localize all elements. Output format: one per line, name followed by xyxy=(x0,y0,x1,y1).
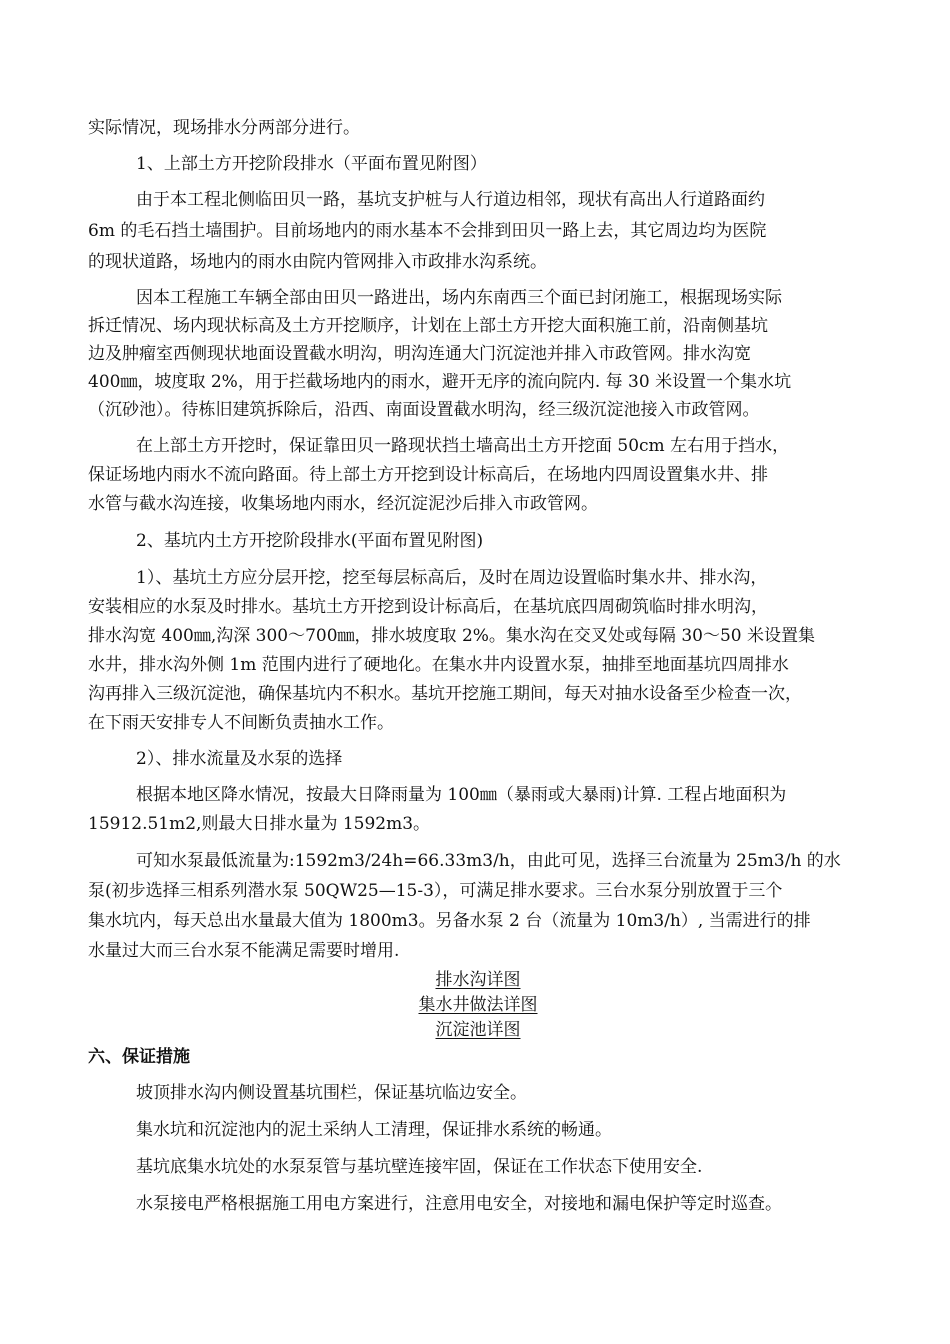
paragraph-line: 泵(初步选择三相系列潜水泵 50QW25—15-3），可满足排水要求。三台水泵分别放置于三个 xyxy=(88,881,783,901)
paragraph-line: 水管与截水沟连接，收集场地内雨水，经沉淀泥沙后排入市政管网。 xyxy=(88,494,598,514)
sump-well-detail-link[interactable]: 集水井做法详图 xyxy=(418,995,538,1015)
paragraph-line: 可知水泵最低流量为:1592m3/24h=66.33m3/h，由此可见，选择三台流量为 25m3/h 的水 xyxy=(136,851,841,871)
paragraph-line: 水量过大而三台水泵不能满足需要时增用. xyxy=(88,941,400,961)
paragraph-line: 坡顶排水沟内侧设置基坑围栏，保证基坑临边安全。 xyxy=(136,1083,527,1103)
paragraph-line: 在下雨天安排专人不间断负责抽水工作。 xyxy=(88,713,394,733)
subsection-heading: 2）、排水流量及水泵的选择 xyxy=(136,749,343,769)
paragraph-line: 保证场地内雨水不流向路面。待上部土方开挖到设计标高后，在场地内四周设置集水井、排 xyxy=(88,465,768,485)
paragraph-line: 水泵接电严格根据施工用电方案进行，注意用电安全，对接地和漏电保护等定时巡查。 xyxy=(136,1194,782,1214)
paragraph-line: 边及肿瘤室西侧现状地面设置截水明沟，明沟连通大门沉淀池并排入市政管网。排水沟宽 xyxy=(88,344,751,364)
section-heading-1: 1、上部土方开挖阶段排水（平面布置见附图） xyxy=(136,154,487,174)
paragraph-line: 安装相应的水泵及时排水。基坑土方开挖到设计标高后，在基坑底四周砌筑临时排水明沟， xyxy=(88,597,768,617)
paragraph-line: 6m 的毛石挡土墙围护。目前场地内的雨水基本不会排到田贝一路上去，其它周边均为医院 xyxy=(88,221,767,241)
paragraph-line: 实际情况，现场排水分两部分进行。 xyxy=(88,118,360,138)
paragraph-line: 根据本地区降水情况，按最大日降雨量为 100㎜（暴雨或大暴雨)计算. 工程占地面积为 xyxy=(136,785,787,805)
paragraph-line: 沟再排入三级沉淀池，确保基坑内不积水。基坑开挖施工期间，每天对抽水设备至少检查一次， xyxy=(88,684,802,704)
paragraph-line: 的现状道路，场地内的雨水由院内管网排入市政排水沟系统。 xyxy=(88,252,547,272)
drainage-ditch-detail-link[interactable]: 排水沟详图 xyxy=(435,970,521,990)
paragraph-line: 由于本工程北侧临田贝一路，基坑支护桩与人行道边相邻，现状有高出人行道路面约 xyxy=(136,190,765,210)
paragraph-line: 拆迁情况、场内现状标高及土方开挖顺序，计划在上部土方开挖大面积施工前，沿南侧基坑 xyxy=(88,316,768,336)
paragraph-line: 排水沟宽 400㎜,沟深 300～700㎜，排水坡度取 2%。集水沟在交叉处或每隔 30～50 米设置集 xyxy=(88,626,815,646)
paragraph-line: 水井，排水沟外侧 1m 范围内进行了硬地化。在集水井内设置水泵，抽排至地面基坑四周排水 xyxy=(88,655,789,675)
paragraph-line: 1）、基坑土方应分层开挖，挖至每层标高后，及时在周边设置临时集水井、排水沟， xyxy=(136,568,768,588)
paragraph-line: （沉砂池）。待栋旧建筑拆除后，沿西、南面设置截水明沟，经三级沉淀池接入市政管网。 xyxy=(88,400,760,420)
section-heading-6: 六、保证措施 xyxy=(88,1047,190,1067)
paragraph-line: 因本工程施工车辆全部由田贝一路进出，场内东南西三个面已封闭施工，根据现场实际 xyxy=(136,288,782,308)
paragraph-line: 基坑底集水坑处的水泵泵管与基坑壁连接牢固，保证在工作状态下使用安全. xyxy=(136,1157,703,1177)
paragraph-line: 集水坑和沉淀池内的泥土采纳人工清理，保证排水系统的畅通。 xyxy=(136,1120,612,1140)
paragraph-line: 集水坑内，每天总出水量最大值为 1800m3。另备水泵 2 台（流量为 10m3/h）, 当需进行的排 xyxy=(88,911,811,931)
paragraph-line: 15912.51m2,则最大日排水量为 1592m3。 xyxy=(88,814,431,834)
paragraph-line: 在上部土方开挖时，保证靠田贝一路现状挡土墙高出土方开挖面 50cm 左右用于挡水， xyxy=(136,436,790,456)
paragraph-line: 400㎜，坡度取 2%，用于拦截场地内的雨水，避开无序的流向院内. 每 30 米设置一个集水坑 xyxy=(88,372,792,392)
section-heading-2: 2、基坑内土方开挖阶段排水(平面布置见附图) xyxy=(136,531,484,551)
settling-tank-detail-link[interactable]: 沉淀池详图 xyxy=(435,1020,521,1040)
